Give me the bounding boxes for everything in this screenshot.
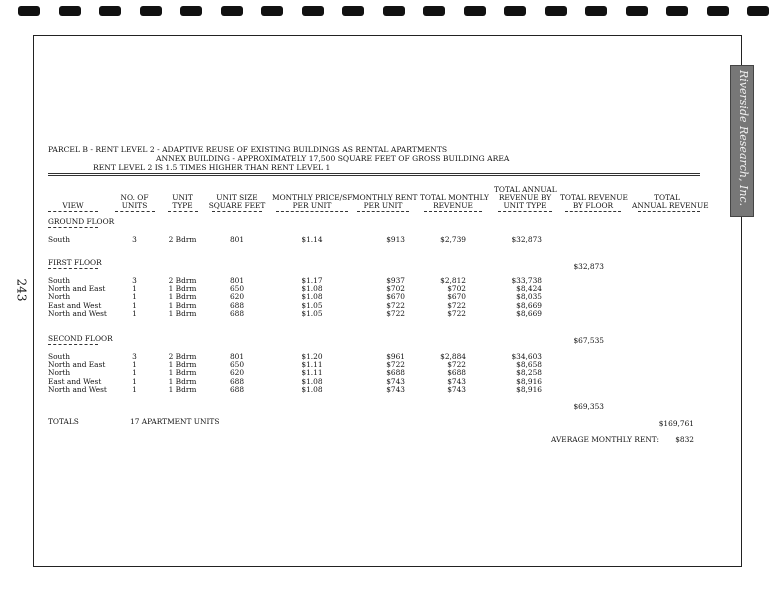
cell-size: 650 — [229, 360, 245, 370]
cell-price: $1.11 — [301, 360, 323, 370]
cell-units: 1 — [132, 308, 137, 318]
cell-size: 620 — [229, 368, 245, 378]
header-price-1: MONTHLY PRICE/SF — [272, 193, 353, 202]
cell-monthly-revenue: $2,812 — [440, 276, 466, 285]
binder-ring — [707, 6, 729, 16]
cell-monthly-revenue: $702 — [447, 284, 466, 294]
binder-ring — [221, 6, 243, 16]
floor-heading-underline — [48, 268, 98, 269]
header-underline — [638, 211, 700, 212]
header-annual-type-1: TOTAL ANNUAL — [494, 185, 557, 194]
header-total-annual-2: ANNUAL REVENUE — [632, 201, 709, 210]
cell-view: North and West — [48, 308, 107, 318]
cell-size: 801 — [229, 276, 245, 285]
cell-units: 1 — [132, 384, 137, 394]
cell-type: 1 Bdrm — [168, 300, 197, 310]
handwritten-page-number: 243 — [14, 278, 29, 302]
cell-size: 688 — [229, 376, 245, 386]
cell-type: 1 Bdrm — [168, 308, 197, 318]
floor-heading-underline — [48, 344, 98, 345]
header-underline — [168, 211, 198, 212]
cell-size: 801 — [229, 352, 245, 361]
header-underline — [48, 211, 98, 212]
avg-monthly-rent-value: $832 — [675, 435, 694, 444]
cell-rent: $722 — [386, 300, 405, 310]
header-underline — [565, 211, 621, 212]
floor-heading: FIRST FLOOR — [48, 258, 102, 267]
header-rent-2: PER UNIT — [363, 201, 403, 210]
cell-price: $1.05 — [301, 300, 323, 310]
cell-view: North and East — [48, 360, 106, 370]
header-view: VIEW — [62, 201, 84, 210]
cell-view: North — [48, 292, 71, 302]
binder-ring — [747, 6, 769, 16]
binder-ring — [99, 6, 121, 16]
cell-price: $1.20 — [301, 352, 323, 361]
cell-type: 2 Bdrm — [168, 276, 197, 285]
cell-price: $1.08 — [301, 384, 323, 394]
header-total-monthly-2: REVENUE — [433, 201, 473, 210]
cell-view: North and East — [48, 284, 106, 294]
cell-rent: $913 — [386, 235, 405, 244]
binder-ring — [59, 6, 81, 16]
cell-view: North and West — [48, 384, 107, 394]
cell-type: 1 Bdrm — [168, 368, 197, 378]
cell-monthly-revenue: $670 — [447, 292, 466, 302]
cell-size: 688 — [229, 308, 245, 318]
cell-annual-revenue: $8,669 — [516, 300, 542, 310]
binder-ring — [302, 6, 324, 16]
binder-ring — [626, 6, 648, 16]
cell-monthly-revenue: $2,884 — [440, 352, 466, 361]
cell-rent: $743 — [386, 384, 405, 394]
cell-rent: $937 — [386, 276, 405, 285]
cell-view: South — [48, 352, 71, 361]
header-units-2: UNITS — [121, 201, 148, 210]
header-size-2: SQUARE FEET — [208, 201, 266, 210]
title-line-3: RENT LEVEL 2 IS 1.5 TIMES HIGHER THAN RENT LEVEL 1 — [93, 163, 331, 172]
cell-price: $1.08 — [301, 376, 323, 386]
cell-units: 1 — [132, 284, 137, 294]
title-line-1: PARCEL B - RENT LEVEL 2 - ADAPTIVE REUSE OF EXISTING BUILDINGS AS RENTAL APARTMENTS — [48, 145, 448, 154]
floor-total-revenue: $69,353 — [573, 402, 604, 411]
header-rent-1: MONTHLY RENT — [352, 193, 418, 202]
cell-annual-revenue: $8,035 — [516, 292, 542, 302]
cell-rent: $743 — [386, 376, 405, 386]
cell-rent: $688 — [386, 368, 405, 378]
binder-ring — [423, 6, 445, 16]
header-total-annual-1: TOTAL — [654, 193, 680, 202]
cell-price: $1.11 — [301, 368, 323, 378]
cell-price: $1.05 — [301, 308, 323, 318]
header-underline — [357, 211, 409, 212]
cell-price: $1.14 — [301, 235, 323, 244]
cell-monthly-revenue: $743 — [447, 384, 466, 394]
binder-ring — [545, 6, 567, 16]
floor-total-revenue: $32,873 — [573, 262, 604, 271]
title-rule — [48, 173, 700, 176]
cell-monthly-revenue: $722 — [447, 300, 466, 310]
cell-type: 1 Bdrm — [168, 360, 197, 370]
header-underline — [498, 211, 552, 212]
cell-type: 2 Bdrm — [168, 352, 197, 361]
tab-label: Riverside Research, Inc. — [737, 70, 750, 207]
binder-ring — [504, 6, 526, 16]
header-type-1: UNIT — [172, 193, 193, 202]
cell-view: East and West — [48, 376, 102, 386]
header-size-1: UNIT SIZE — [216, 193, 258, 202]
cell-monthly-revenue: $722 — [447, 308, 466, 318]
cell-type: 1 Bdrm — [168, 376, 197, 386]
avg-monthly-rent-label: AVERAGE MONTHLY RENT: — [551, 435, 659, 444]
binder-rings — [0, 6, 777, 18]
binder-ring — [383, 6, 405, 16]
cell-size: 650 — [229, 284, 245, 294]
floor-total-revenue: $67,535 — [573, 336, 604, 345]
cell-units: 3 — [132, 352, 137, 361]
binder-ring — [464, 6, 486, 16]
cell-annual-revenue: $8,658 — [516, 360, 542, 370]
cell-monthly-revenue: $722 — [447, 360, 466, 370]
cell-view: South — [48, 235, 71, 244]
header-by-floor-1: TOTAL REVENUE — [560, 193, 628, 202]
totals-label: TOTALS — [48, 417, 79, 426]
cell-units: 1 — [132, 292, 137, 302]
cell-rent: $722 — [386, 360, 405, 370]
binder-ring — [666, 6, 688, 16]
cell-size: 688 — [229, 300, 245, 310]
header-annual-type-2: REVENUE BY — [498, 193, 552, 202]
floor-heading: SECOND FLOOR — [48, 334, 113, 343]
cell-units: 3 — [132, 276, 137, 285]
cell-rent: $670 — [386, 292, 405, 302]
header-underline — [115, 211, 155, 212]
binder-ring — [342, 6, 364, 16]
cell-view: East and West — [48, 300, 102, 310]
totals-units: 17 APARTMENT UNITS — [130, 417, 220, 426]
cell-monthly-revenue: $688 — [447, 368, 466, 378]
cell-rent: $702 — [386, 284, 405, 294]
header-annual-type-3: UNIT TYPE — [503, 201, 547, 210]
header-by-floor-2: BY FLOOR — [572, 201, 614, 210]
header-total-monthly-1: TOTAL MONTHLY — [420, 193, 489, 202]
cell-size: 688 — [229, 384, 245, 394]
cell-units: 1 — [132, 300, 137, 310]
cell-view: South — [48, 276, 71, 285]
cell-type: 1 Bdrm — [168, 284, 197, 294]
cell-type: 1 Bdrm — [168, 384, 197, 394]
cell-annual-revenue: $32,873 — [511, 235, 542, 244]
cell-rent: $722 — [386, 308, 405, 318]
cell-annual-revenue: $8,258 — [516, 368, 542, 378]
cell-annual-revenue: $8,916 — [516, 384, 542, 394]
cell-monthly-revenue: $743 — [447, 376, 466, 386]
cell-annual-revenue: $8,669 — [516, 308, 542, 318]
cell-annual-revenue: $33,738 — [511, 276, 542, 285]
floor-heading-underline — [48, 227, 98, 228]
binder-ring — [585, 6, 607, 16]
header-units-1: NO. OF — [120, 193, 149, 202]
binder-ring — [261, 6, 283, 16]
cell-size: 801 — [229, 235, 245, 244]
cell-rent: $961 — [386, 352, 405, 361]
header-underline — [276, 211, 348, 212]
binder-ring — [180, 6, 202, 16]
cell-units: 1 — [132, 368, 137, 378]
cell-units: 3 — [132, 235, 137, 244]
grand-total-annual: $169,761 — [658, 419, 694, 428]
cell-type: 2 Bdrm — [168, 235, 197, 244]
binder-ring — [18, 6, 40, 16]
cell-price: $1.08 — [301, 284, 323, 294]
cell-size: 620 — [229, 292, 245, 302]
floor-heading: GROUND FLOOR — [48, 217, 115, 226]
header-price-2: PER UNIT — [292, 201, 332, 210]
cell-annual-revenue: $8,424 — [516, 284, 542, 294]
cell-annual-revenue: $8,916 — [516, 376, 542, 386]
cell-annual-revenue: $34,603 — [511, 352, 542, 361]
cell-monthly-revenue: $2,739 — [440, 235, 466, 244]
binder-ring — [140, 6, 162, 16]
title-line-2: ANNEX BUILDING - APPROXIMATELY 17,500 SQUARE FEET OF GROSS BUILDING AREA — [156, 154, 510, 163]
cell-units: 1 — [132, 376, 137, 386]
cell-units: 1 — [132, 360, 137, 370]
header-underline — [212, 211, 262, 212]
cell-type: 1 Bdrm — [168, 292, 197, 302]
cell-view: North — [48, 368, 71, 378]
cell-price: $1.17 — [301, 276, 323, 285]
cell-price: $1.08 — [301, 292, 323, 302]
header-underline — [424, 211, 482, 212]
header-type-2: TYPE — [172, 201, 193, 210]
